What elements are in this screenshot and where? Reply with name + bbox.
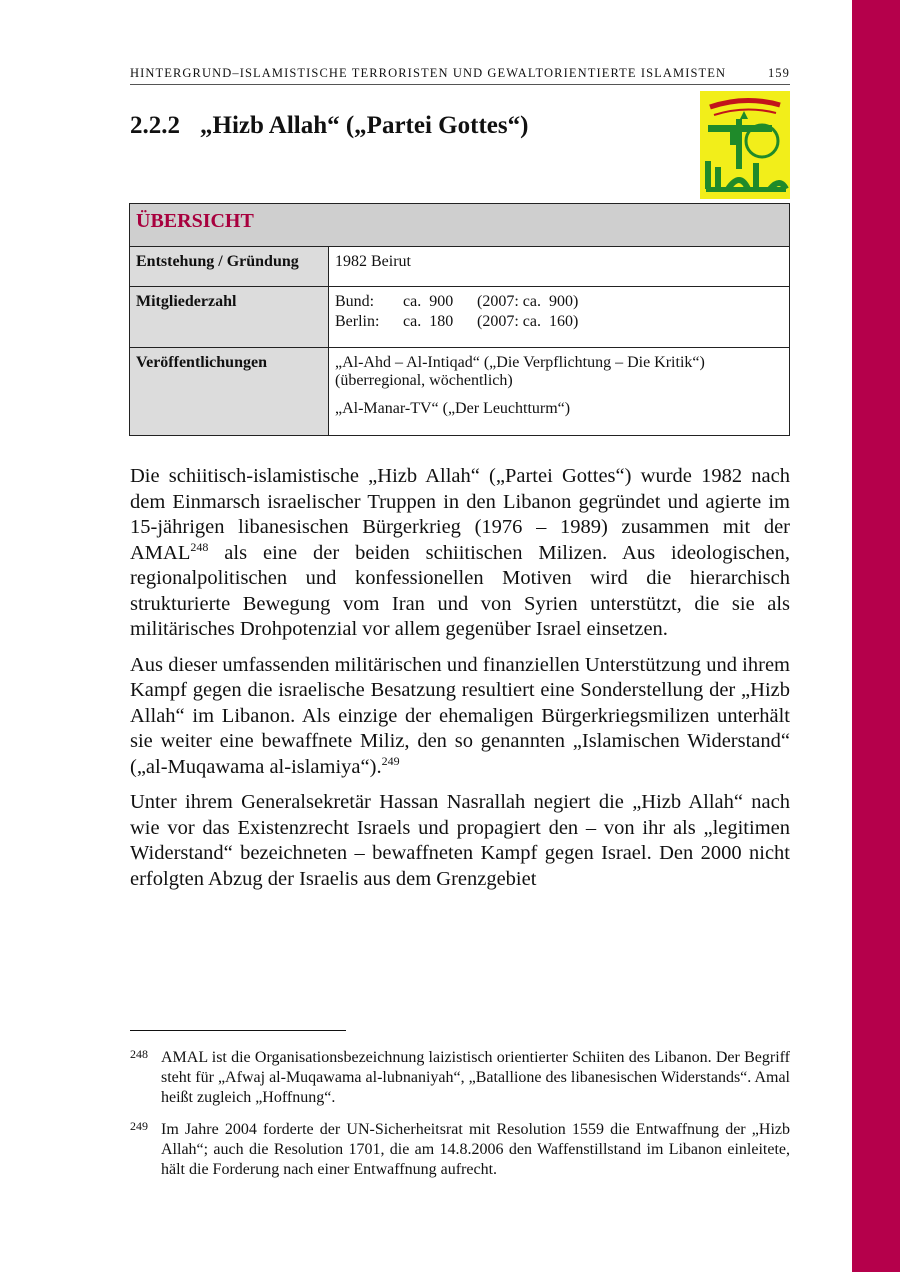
publication-item: „Al-Manar-TV“ („Der Leuchtturm“) (335, 400, 571, 417)
members-label: Mitgliederzahl (130, 287, 329, 348)
paragraph (130, 464, 790, 643)
section-number: 2.2.2 (130, 112, 180, 139)
running-header (130, 66, 790, 85)
publications-value (329, 348, 790, 436)
footnote (130, 1048, 790, 1108)
table-row (130, 287, 790, 348)
footnote (130, 1120, 790, 1180)
founding-label: Entstehung / Gründung (130, 247, 329, 287)
footnote-ref[interactable]: 249 (381, 753, 400, 768)
members-place: Bund: (335, 293, 375, 310)
footnote-text: AMAL ist die Organisationsbezeichnung laizistisch orientierter Schiiten des Libanon. Der Begriff steht für „Afwaj al-Muqawama al-lubnaniyah“, „Batallione des libanesischen Widerstands“. Amal heißt zugleich „Hoffnung“. (161, 1049, 790, 1106)
section-title-text: „Hizb Allah“ („Partei Gottes“) (200, 112, 529, 139)
paragraph-text: Die schiitisch-islamistische „Hizb Allah“ („Partei Gottes“) wurde 1982 nach dem Einmarsch israelischer Truppen in den Libanon gegründet und agierte im 15-jährigen libanesischen Bürgerkrieg (1976 – 1989) zusammen mit der AMAL (130, 465, 790, 564)
table-row (130, 348, 790, 436)
footnote-ref[interactable]: 248 (190, 539, 209, 554)
table-row (130, 247, 790, 287)
footnote-number: 248 (130, 1047, 148, 1061)
footnotes (130, 1048, 790, 1192)
page-number: 159 (767, 66, 790, 80)
members-value (329, 287, 790, 348)
members-place: Berlin: (335, 313, 380, 330)
footnote-text: Im Jahre 2004 forderte der UN-Sicherheitsrat mit Resolution 1559 die Entwaffnung der „Hizb Allah“; auch die Resolution 1701, die am 14.8.2006 den Waffenstillstand im Libanon einleitete, hält die Forderung nach einer Entwaffnung aufrecht. (161, 1121, 790, 1178)
flag-emblem-icon (700, 91, 790, 199)
overview-heading: ÜBERSICHT (130, 204, 790, 247)
publication-item: „Al-Ahd – Al-Intiqad“ („Die Verpflichtung – Die Kritik“) (überregional, wöchentlich) (335, 354, 705, 389)
side-color-bar (852, 0, 900, 1272)
members-count: ca. 180 (403, 313, 454, 330)
running-title: HINTERGRUND–ISLAMISTISCHE TERRORISTEN UND GEWALTORIENTIERTE ISLAMISTEN (130, 66, 727, 80)
members-previous: (2007: ca. 160) (477, 313, 579, 330)
paragraph-text: Aus dieser umfassenden militärischen und finanziellen Unterstützung und ihrem Kampf gegen die israelische Besatzung resultiert eine Sonderstellung der „Hizb Allah“ im Libanon. Als einzige der ehemaligen Bürgerkriegsmilizen unterhält sie weiter eine bewaffnete Miliz, den so genannten „Islamischen Widerstand“ („al-Muqawama al-islamiya“). (130, 653, 790, 778)
publications-label: Veröffentlichungen (130, 348, 329, 436)
overview-table (129, 203, 790, 436)
section-title (130, 112, 528, 140)
paragraph (130, 653, 790, 781)
members-previous: (2007: ca. 900) (477, 293, 579, 310)
members-count: ca. 900 (403, 293, 454, 310)
paragraph-text: als eine der beiden schiitischen Milizen. Aus ideologischen, regionalpolitischen und konfessionellen Motiven wird die hierarchisch strukturierte Bewegung vom Iran und von Syrien unterstützt, die sie als militärisches Drohpotenzial vor allem gegenüber Israel einsetzen. (130, 541, 790, 640)
footnote-divider (130, 1030, 346, 1031)
founding-value: 1982 Beirut (329, 247, 790, 287)
paragraph: Unter ihrem Generalsekretär Hassan Nasrallah negiert die „Hizb Allah“ nach wie vor das Existenzrecht Israels und propagiert den – von ihr als „legitimen Widerstand“ bezeichneten – bewaffneten Kampf gegen Israel. Den 2000 nicht erfolgten Abzug der Israelis aus dem Grenzgebiet (130, 791, 790, 890)
hizb-allah-flag-logo (700, 91, 790, 199)
body-text (130, 464, 790, 902)
footnote-number: 249 (130, 1119, 148, 1133)
